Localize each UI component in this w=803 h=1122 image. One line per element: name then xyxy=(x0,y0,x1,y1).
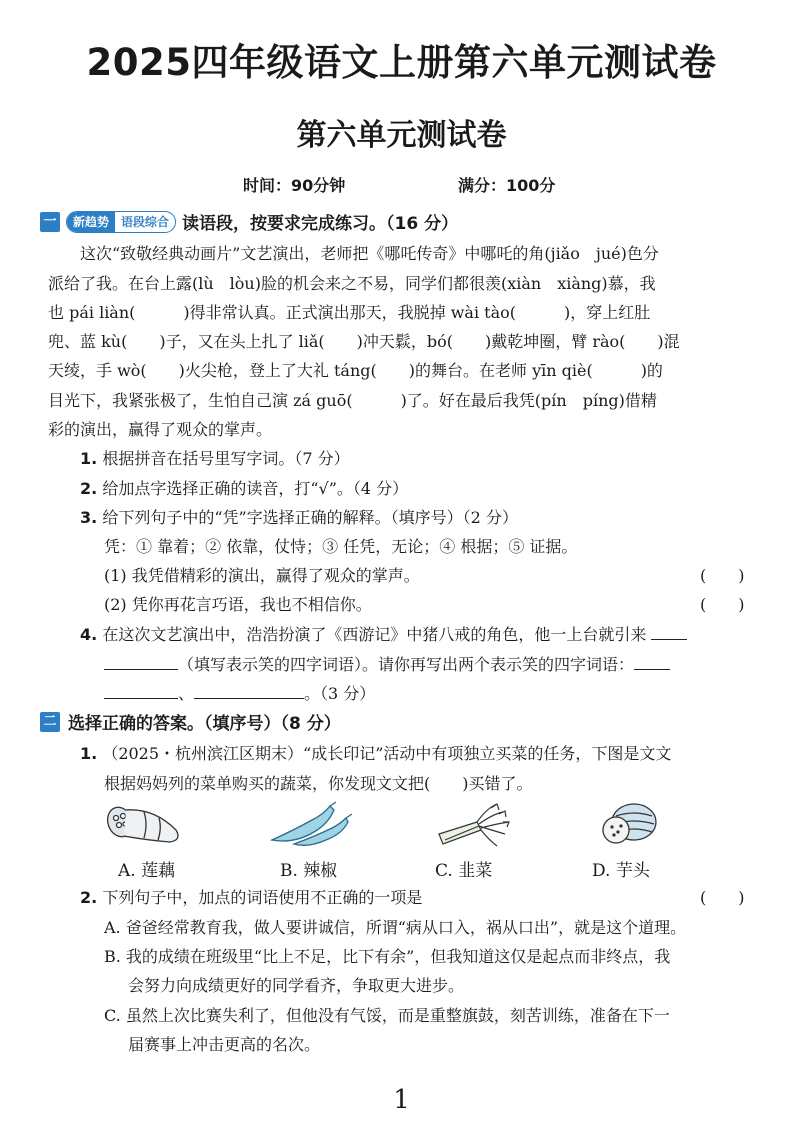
passage-line-2: 派给了我。在台上露(lù lòu)脸的机会来之不易，同学们都很羡(xiàn xiàng)慕，我 xyxy=(48,274,656,293)
section1-tag xyxy=(66,211,176,233)
section1-heading: 读语段，按要求完成练习。（16 分） xyxy=(182,214,459,234)
passage-line-6: 目光下，我紧张极了，生怕自己演 zá guō( )了。好在最后我凭(pín píng)借精 xyxy=(48,391,657,410)
question-2-2 xyxy=(80,885,422,908)
option-d[interactable]: D. 芋头 xyxy=(592,861,650,881)
chili-pepper-icon xyxy=(264,800,354,848)
question-1-4-line2 xyxy=(104,652,670,675)
passage-line-5: 天绫，手 wò( )火尖枪，登上了大礼 táng( )的舞台。在老师 yīn qiè( )的 xyxy=(48,361,663,380)
question-1-1 xyxy=(80,446,350,469)
passage-line-4: 兜、蓝 kù( )子，又在头上扎了 liǎ( )冲天鬏，bó( )戴乾坤圈，臂 rào( )混 xyxy=(48,332,680,351)
ping-definitions: 凭：① 靠着；② 依靠，仗恃；③ 任凭，无论；④ 根据；⑤ 证据。 xyxy=(104,537,578,556)
question-1-4-line3 xyxy=(104,681,375,704)
question-1-4 xyxy=(80,622,687,645)
answer-paren-3[interactable]: ( ) xyxy=(700,888,745,907)
answer-blank[interactable] xyxy=(651,639,687,640)
page-subtitle: 第六单元测试卷 xyxy=(296,118,507,153)
separator: 、 xyxy=(178,684,195,703)
question-number: 1. xyxy=(80,449,98,468)
section2-number: 二 xyxy=(40,712,60,732)
section1-header xyxy=(40,209,458,234)
passage-line-3: 也 pái liàn( )得非常认真。正式演出那天，我脱掉 wài tào( )，穿上红肚 xyxy=(48,303,651,322)
question-text: 在这次文艺演出中，浩浩扮演了《西游记》中猪八戒的角色，他一上台就引来 xyxy=(102,625,647,644)
question-1-2 xyxy=(80,476,408,499)
question-number: 1. xyxy=(80,744,98,763)
option-2-a[interactable]: A. 爸爸经常教育我，做人要讲诚信，所谓“病从口入，祸从口出”，就是这个道理。 xyxy=(104,918,687,937)
question-text: 下列句子中，加点的词语使用不正确的一项是 xyxy=(102,888,423,907)
question-text: （2025・杭州滨江区期末）“成长印记”活动中有项独立买菜的任务，下图是文文 xyxy=(102,744,672,763)
question-number: 4. xyxy=(80,625,98,644)
option-c[interactable]: C. 韭菜 xyxy=(435,861,493,881)
option-b[interactable]: B. 辣椒 xyxy=(280,861,338,881)
ping-sentence-1: (1) 我凭借精彩的演出，赢得了观众的掌声。 xyxy=(104,566,420,585)
exam-time: 时间：90分钟 xyxy=(243,176,346,195)
answer-paren-2[interactable]: ( ) xyxy=(700,595,745,614)
answer-blank[interactable] xyxy=(104,669,178,670)
question-text: 给下列句子中的“凭”字选择正确的解释。（填序号）（2 分） xyxy=(102,508,518,527)
section2-heading: 选择正确的答案。（填序号）（8 分） xyxy=(68,714,341,734)
tag-new-trend: 新趋势 xyxy=(67,212,115,232)
taro-icon xyxy=(594,800,664,848)
question-text: （填写表示笑的四字词语）。请你再写出两个表示笑的四字词语： xyxy=(178,655,635,674)
option-a[interactable]: A. 莲藕 xyxy=(118,861,176,881)
exam-full-score: 满分：100分 xyxy=(458,176,556,195)
option-2-c-cont: 届赛事上冲击更高的名次。 xyxy=(128,1035,321,1054)
option-2-c[interactable]: C. 虽然上次比赛失利了，但他没有气馁，而是重整旗鼓，刻苦训练，准备在下一 xyxy=(104,1006,670,1025)
question-2-1 xyxy=(80,741,671,764)
option-2-b-cont: 会努力向成绩更好的同学看齐，争取更大进步。 xyxy=(128,976,465,995)
leek-icon xyxy=(433,800,517,848)
section1-number: 一 xyxy=(40,212,60,232)
passage-line-1: 这次“致敬经典动画片”文艺演出，老师把《哪吒传奇》中哪吒的角(jiǎo jué)色分 xyxy=(80,244,659,263)
page-title: 2025四年级语文上册第六单元测试卷 xyxy=(86,41,717,84)
answer-blank[interactable] xyxy=(104,698,178,699)
answer-blank[interactable] xyxy=(194,698,304,699)
ping-sentence-2: (2) 凭你再花言巧语，我也不相信你。 xyxy=(104,595,372,614)
question-number: 3. xyxy=(80,508,98,527)
question-number: 2. xyxy=(80,479,98,498)
lotus-root-icon xyxy=(104,800,188,848)
question-2-1-line2: 根据妈妈列的菜单购买的蔬菜，你发现文文把( )买错了。 xyxy=(104,774,533,793)
question-text: 给加点字选择正确的读音，打“√”。（4 分） xyxy=(102,479,409,498)
answer-blank[interactable] xyxy=(634,669,670,670)
question-number: 2. xyxy=(80,888,98,907)
question-1-3 xyxy=(80,505,518,528)
answer-paren-1[interactable]: ( ) xyxy=(700,566,745,585)
passage-line-7: 彩的演出，赢得了观众的掌声。 xyxy=(48,420,273,439)
page-number: 1 xyxy=(393,1085,410,1115)
question-text: 根据拼音在括号里写字词。（7 分） xyxy=(102,449,350,468)
tag-passage: 语段综合 xyxy=(121,215,170,229)
option-2-b[interactable]: B. 我的成绩在班级里“比上不足，比下有余”，但我知道这仅是起点而非终点，我 xyxy=(104,947,671,966)
question-score: 。（3 分） xyxy=(304,684,376,703)
section2-header xyxy=(40,709,341,734)
